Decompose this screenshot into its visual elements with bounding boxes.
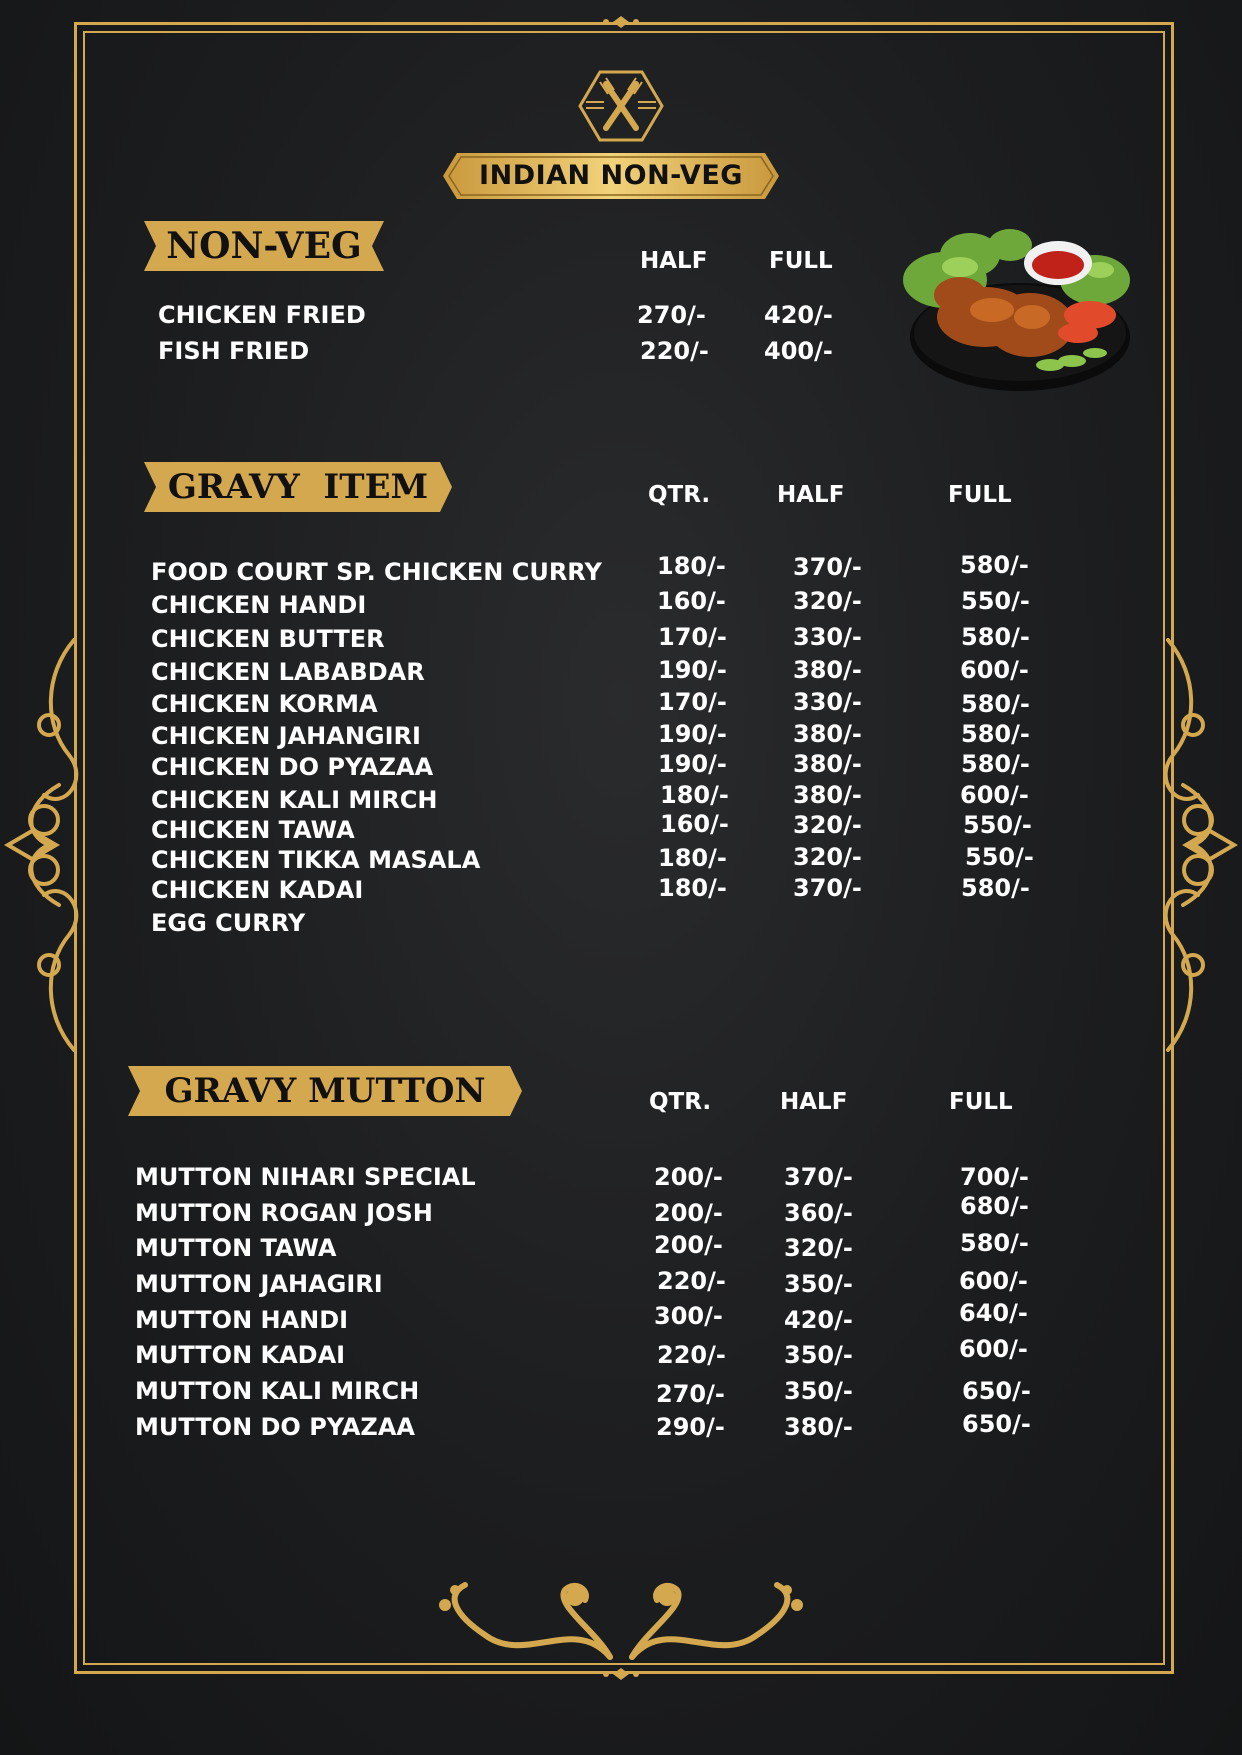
mutton-item-full: 700/- xyxy=(960,1163,1029,1191)
gravy-item-name: CHICKEN TAWA xyxy=(151,816,355,844)
right-flourish-ornament xyxy=(1158,635,1238,1055)
nonveg-item-name: FISH FRIED xyxy=(158,337,310,365)
mutton-item-name: MUTTON KADAI xyxy=(135,1341,346,1369)
gravy-item-name: CHICKEN TIKKA MASALA xyxy=(151,846,481,874)
mutton-item-half: 370/- xyxy=(784,1163,853,1191)
gravy-item-qtr: 180/- xyxy=(657,552,726,580)
mutton-item-full: 580/- xyxy=(960,1229,1029,1257)
nonveg-heading: NON-VEG xyxy=(166,225,362,267)
top-diamond-ornament xyxy=(596,15,646,29)
gravy-item-full: 580/- xyxy=(961,720,1030,748)
mutton-item-name: MUTTON JAHAGIRI xyxy=(135,1270,383,1298)
gravy-item-half: 370/- xyxy=(793,874,862,902)
gravy-item-full: 550/- xyxy=(963,811,1032,839)
mutton-item-full: 650/- xyxy=(962,1377,1031,1405)
mutton-item-half: 380/- xyxy=(784,1413,853,1441)
menu-title: INDIAN NON-VEG xyxy=(479,160,743,191)
mutton-item-name: MUTTON ROGAN JOSH xyxy=(135,1199,433,1227)
gravy-item-full: 600/- xyxy=(960,781,1029,809)
mutton-item-half: 350/- xyxy=(784,1270,853,1298)
gravy-item-banner xyxy=(144,462,452,512)
gravy-item-qtr: 190/- xyxy=(658,750,727,778)
gravy-item-name: CHICKEN KORMA xyxy=(151,690,378,718)
gravy-item-name: CHICKEN JAHANGIRI xyxy=(151,722,421,750)
mutton-item-qtr: 220/- xyxy=(657,1341,726,1369)
mutton-item-full: 600/- xyxy=(959,1267,1028,1295)
gravy-item-half: 330/- xyxy=(793,688,862,716)
mutton-item-full: 640/- xyxy=(959,1299,1028,1327)
mutton-item-name: MUTTON NIHARI SPECIAL xyxy=(135,1163,476,1191)
nonveg-banner xyxy=(144,221,384,271)
nonveg-header-half: HALF xyxy=(640,248,708,274)
nonveg-item-half: 220/- xyxy=(640,337,709,365)
mutton-item-qtr: 200/- xyxy=(654,1163,723,1191)
gravy-item-full: 550/- xyxy=(965,843,1034,871)
gravy-item-name: FOOD COURT SP. CHICKEN CURRY xyxy=(151,558,602,586)
gravy-item-name: CHICKEN KADAI xyxy=(151,876,364,904)
gravy-item-header-qtr: QTR. xyxy=(648,482,711,508)
gravy-item-full: 580/- xyxy=(961,690,1030,718)
mutton-item-half: 420/- xyxy=(784,1306,853,1334)
gravy-item-qtr: 160/- xyxy=(657,587,726,615)
mutton-item-full: 680/- xyxy=(960,1192,1029,1220)
gravy-item-full: 580/- xyxy=(961,623,1030,651)
gravy-item-half: 320/- xyxy=(793,587,862,615)
gravy-mutton-header-qtr: QTR. xyxy=(649,1089,712,1115)
mutton-item-name: MUTTON TAWA xyxy=(135,1234,337,1262)
bottom-flourish-ornament xyxy=(425,1575,817,1670)
gravy-item-name: CHICKEN DO PYAZAA xyxy=(151,753,434,781)
mutton-item-qtr: 200/- xyxy=(654,1199,723,1227)
gravy-item-full: 550/- xyxy=(961,587,1030,615)
gravy-item-half: 330/- xyxy=(793,623,862,651)
gravy-item-qtr: 180/- xyxy=(660,781,729,809)
gravy-item-name: CHICKEN KALI MIRCH xyxy=(151,786,438,814)
gravy-item-qtr: 160/- xyxy=(660,810,729,838)
gravy-item-full: 580/- xyxy=(961,750,1030,778)
nonveg-item-full: 420/- xyxy=(764,301,833,329)
mutton-item-qtr: 290/- xyxy=(656,1413,725,1441)
fried-chicken-plate-image xyxy=(900,225,1135,405)
mutton-item-qtr: 270/- xyxy=(656,1380,725,1408)
gravy-item-half: 380/- xyxy=(793,781,862,809)
gravy-item-name: CHICKEN LABABDAR xyxy=(151,658,425,686)
gravy-item-full: 580/- xyxy=(961,874,1030,902)
mutton-item-full: 600/- xyxy=(959,1335,1028,1363)
mutton-item-name: MUTTON HANDI xyxy=(135,1306,349,1334)
mutton-item-name: MUTTON DO PYAZAA xyxy=(135,1413,415,1441)
gravy-item-qtr: 190/- xyxy=(658,656,727,684)
gravy-item-half: 320/- xyxy=(793,843,862,871)
mutton-item-half: 360/- xyxy=(784,1199,853,1227)
mutton-item-full: 650/- xyxy=(962,1410,1031,1438)
gravy-item-half: 380/- xyxy=(793,656,862,684)
gravy-item-qtr: 170/- xyxy=(658,623,727,651)
gravy-mutton-heading: GRAVY MUTTON xyxy=(164,1071,486,1111)
gravy-item-qtr: 180/- xyxy=(658,844,727,872)
gravy-item-qtr: 190/- xyxy=(658,720,727,748)
nonveg-item-full: 400/- xyxy=(764,337,833,365)
nonveg-item-half: 270/- xyxy=(637,301,706,329)
gravy-item-name: CHICKEN BUTTER xyxy=(151,625,385,653)
gravy-item-half: 320/- xyxy=(793,811,862,839)
mutton-item-qtr: 300/- xyxy=(654,1302,723,1330)
mutton-item-half: 350/- xyxy=(784,1377,853,1405)
gravy-item-name: EGG CURRY xyxy=(151,909,306,937)
mutton-item-half: 350/- xyxy=(784,1341,853,1369)
gravy-mutton-header-full: FULL xyxy=(949,1089,1013,1115)
menu-title-banner xyxy=(443,153,779,199)
mutton-item-qtr: 200/- xyxy=(654,1231,723,1259)
nonveg-item-name: CHICKEN FRIED xyxy=(158,301,366,329)
gravy-mutton-header-half: HALF xyxy=(780,1089,848,1115)
gravy-item-heading: GRAVY ITEM xyxy=(167,467,429,507)
gravy-item-qtr: 170/- xyxy=(658,688,727,716)
gravy-item-header-half: HALF xyxy=(777,482,845,508)
gravy-item-half: 380/- xyxy=(793,750,862,778)
fork-knife-logo-icon xyxy=(578,70,664,142)
mutton-item-qtr: 220/- xyxy=(657,1267,726,1295)
mutton-item-name: MUTTON KALI MIRCH xyxy=(135,1377,420,1405)
nonveg-header-full: FULL xyxy=(769,248,833,274)
left-flourish-ornament xyxy=(4,635,84,1055)
mutton-item-half: 320/- xyxy=(784,1234,853,1262)
gravy-item-header-full: FULL xyxy=(948,482,1012,508)
gravy-item-full: 600/- xyxy=(960,656,1029,684)
gravy-mutton-banner xyxy=(128,1066,522,1116)
gravy-item-full: 580/- xyxy=(960,551,1029,579)
gravy-item-half: 380/- xyxy=(793,720,862,748)
gravy-item-qtr: 180/- xyxy=(658,874,727,902)
gravy-item-half: 370/- xyxy=(793,553,862,581)
gravy-item-name: CHICKEN HANDI xyxy=(151,591,367,619)
